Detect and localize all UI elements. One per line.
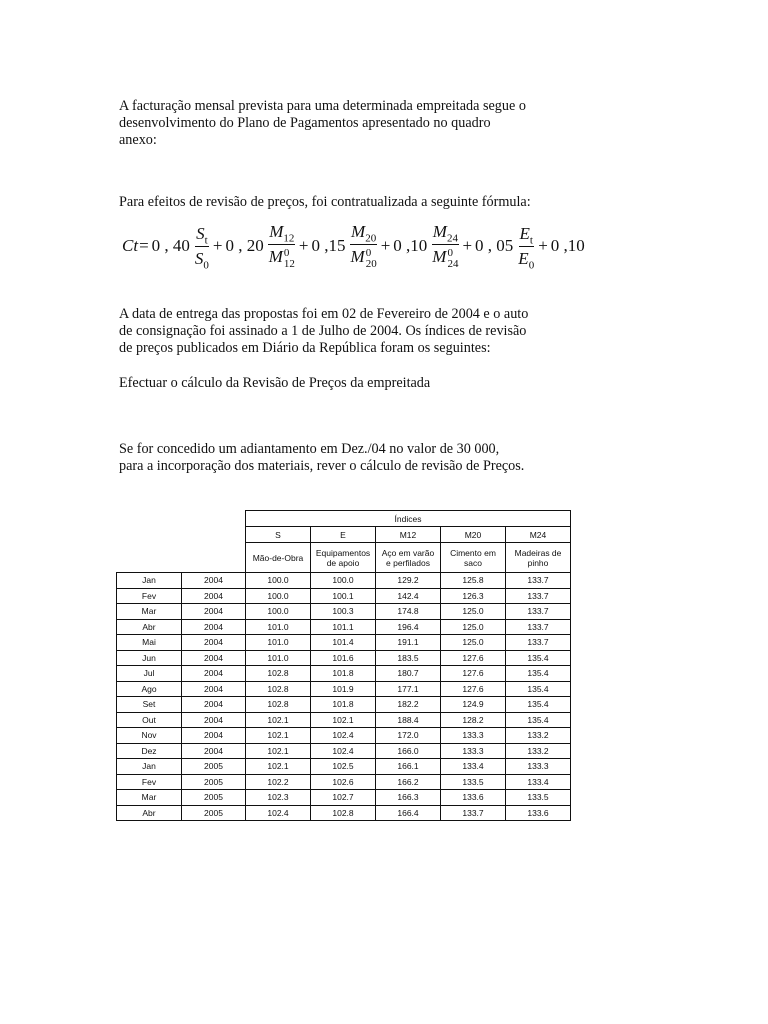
index-s-cell: 102.1 xyxy=(246,743,311,759)
denominator-superscript: 0 xyxy=(447,246,453,259)
formula-plus: + xyxy=(298,236,309,255)
index-m24-cell: 133.7 xyxy=(506,619,571,635)
text-line: anexo: xyxy=(119,132,157,148)
header-line: Equipamentos xyxy=(315,547,371,558)
index-e-cell: 102.8 xyxy=(311,805,376,821)
month-cell: Nov xyxy=(117,728,182,744)
table-row xyxy=(117,681,571,697)
formula-plus: + xyxy=(462,236,473,255)
index-m20-cell: 133.4 xyxy=(441,759,506,775)
index-e-cell: 102.5 xyxy=(311,759,376,775)
index-e-cell: 102.7 xyxy=(311,790,376,806)
year-cell: 2005 xyxy=(182,774,246,790)
year-cell: 2004 xyxy=(182,604,246,620)
index-m20-cell: 125.0 xyxy=(441,635,506,651)
index-s-cell: 102.8 xyxy=(246,697,311,713)
price-index-table xyxy=(116,510,571,821)
index-m12-cell: 142.4 xyxy=(376,588,441,604)
blank-cell xyxy=(182,511,246,527)
fraction-denominator: S xyxy=(194,248,204,268)
table-row xyxy=(117,805,571,821)
index-m20-cell: 126.3 xyxy=(441,588,506,604)
index-s-cell: 101.0 xyxy=(246,619,311,635)
index-description-header xyxy=(376,543,441,573)
denominator-superscript: 0 xyxy=(283,246,290,259)
index-m24-cell: 133.7 xyxy=(506,588,571,604)
formula-constant: 0 ,10 xyxy=(550,236,585,255)
index-m20-cell: 127.6 xyxy=(441,650,506,666)
index-m20-cell: 128.2 xyxy=(441,712,506,728)
numerator-subscript: t xyxy=(529,233,533,246)
month-cell: Jun xyxy=(117,650,182,666)
index-s-cell: 102.3 xyxy=(246,790,311,806)
formula-fraction xyxy=(431,222,459,269)
numerator-subscript: 24 xyxy=(446,232,458,245)
blank-cell xyxy=(182,543,246,573)
month-cell: Mar xyxy=(117,790,182,806)
text-line: desenvolvimento do Plano de Pagamentos apresentado no quadro xyxy=(119,115,491,131)
month-cell: Abr xyxy=(117,805,182,821)
year-cell: 2004 xyxy=(182,743,246,759)
index-m24-cell: 133.7 xyxy=(506,573,571,589)
header-line: Aço em varão xyxy=(381,547,435,558)
year-cell: 2004 xyxy=(182,588,246,604)
table-row xyxy=(117,635,571,651)
formula-coefficient: 0 , 05 xyxy=(475,236,514,255)
index-code-header: M12 xyxy=(376,527,441,543)
fraction-numerator: M xyxy=(351,222,366,242)
denominator-subscript: 0 xyxy=(203,258,209,271)
table-row xyxy=(117,619,571,635)
index-m24-cell: 133.3 xyxy=(506,759,571,775)
year-cell: 2005 xyxy=(182,805,246,821)
denominator-superscript: 0 xyxy=(365,246,372,259)
index-m12-cell: 166.4 xyxy=(376,805,441,821)
index-m20-cell: 125.0 xyxy=(441,604,506,620)
year-cell: 2004 xyxy=(182,650,246,666)
index-m12-cell: 183.5 xyxy=(376,650,441,666)
index-e-cell: 100.0 xyxy=(311,573,376,589)
index-m24-cell: 133.4 xyxy=(506,774,571,790)
numerator-subscript: t xyxy=(204,233,208,246)
fraction-numerator: M xyxy=(269,222,284,242)
index-code-header: S xyxy=(246,527,311,543)
table-row xyxy=(117,588,571,604)
text-line: de consignação foi assinado a 1 de Julho de 2004. Os índices de revisão xyxy=(119,323,527,339)
fraction-numerator: E xyxy=(519,223,530,243)
text-line: Para efeitos de revisão de preços, foi contratualizada a seguinte fórmula: xyxy=(119,194,531,210)
fraction-denominator: M xyxy=(350,247,365,267)
month-cell: Jul xyxy=(117,666,182,682)
index-e-cell: 101.1 xyxy=(311,619,376,635)
formula-intro-paragraph xyxy=(119,194,589,211)
month-cell: Out xyxy=(117,712,182,728)
header-line: e perfilados xyxy=(386,557,430,568)
month-cell: Mai xyxy=(117,635,182,651)
index-s-cell: 102.1 xyxy=(246,728,311,744)
index-m12-cell: 191.1 xyxy=(376,635,441,651)
index-m12-cell: 166.1 xyxy=(376,759,441,775)
index-m24-cell: 133.5 xyxy=(506,790,571,806)
table-row xyxy=(117,573,571,589)
formula-plus: + xyxy=(212,236,223,255)
table-row xyxy=(117,743,571,759)
advance-payment-paragraph xyxy=(119,441,589,475)
index-m12-cell: 166.3 xyxy=(376,790,441,806)
header-line: pinho xyxy=(527,557,549,568)
denominator-subscript: 24 xyxy=(447,257,459,270)
index-description-header xyxy=(506,543,571,573)
index-m12-cell: 129.2 xyxy=(376,573,441,589)
index-m24-cell: 133.6 xyxy=(506,805,571,821)
formula-coefficient: 0 ,15 xyxy=(311,236,346,255)
index-s-cell: 102.1 xyxy=(246,712,311,728)
index-e-cell: 101.6 xyxy=(311,650,376,666)
index-e-cell: 102.4 xyxy=(311,743,376,759)
index-e-cell: 101.9 xyxy=(311,681,376,697)
index-m24-cell: 135.4 xyxy=(506,712,571,728)
year-cell: 2005 xyxy=(182,790,246,806)
header-line: de apoio xyxy=(326,557,360,568)
blank-cell xyxy=(117,543,182,573)
text-line: de preços publicados em Diário da República foram os seguintes: xyxy=(119,340,491,356)
index-m12-cell: 174.8 xyxy=(376,604,441,620)
index-m24-cell: 135.4 xyxy=(506,697,571,713)
blank-cell xyxy=(182,527,246,543)
index-m24-cell: 133.2 xyxy=(506,728,571,744)
index-e-cell: 100.3 xyxy=(311,604,376,620)
month-cell: Ago xyxy=(117,681,182,697)
index-m20-cell: 127.6 xyxy=(441,681,506,697)
index-m20-cell: 133.7 xyxy=(441,805,506,821)
month-cell: Abr xyxy=(117,619,182,635)
index-m12-cell: 177.1 xyxy=(376,681,441,697)
formula-plus: + xyxy=(380,236,391,255)
index-m12-cell: 196.4 xyxy=(376,619,441,635)
index-description-header xyxy=(246,543,311,573)
header-line: Mão-de-Obra xyxy=(252,552,304,563)
formula-fraction xyxy=(350,222,378,269)
table-row xyxy=(117,666,571,682)
formula-equals: = xyxy=(139,236,149,255)
formula-coefficient: 0 , 20 xyxy=(225,236,264,255)
index-s-cell: 101.0 xyxy=(246,650,311,666)
month-cell: Jan xyxy=(117,573,182,589)
formula-fraction xyxy=(517,224,535,269)
index-s-cell: 102.8 xyxy=(246,681,311,697)
header-line: Madeiras de xyxy=(514,547,562,558)
year-cell: 2004 xyxy=(182,697,246,713)
formula-coefficient: 0 , 40 xyxy=(151,236,190,255)
year-cell: 2004 xyxy=(182,728,246,744)
intro-paragraph xyxy=(119,98,589,149)
index-m20-cell: 133.3 xyxy=(441,728,506,744)
index-s-cell: 101.0 xyxy=(246,635,311,651)
header-line: Cimento em xyxy=(450,547,496,558)
index-s-cell: 100.0 xyxy=(246,588,311,604)
fraction-numerator: M xyxy=(432,222,447,242)
index-m24-cell: 133.2 xyxy=(506,743,571,759)
numerator-subscript: 20 xyxy=(365,232,377,245)
year-cell: 2004 xyxy=(182,573,246,589)
fraction-denominator: M xyxy=(268,247,283,267)
index-m20-cell: 133.6 xyxy=(441,790,506,806)
index-e-cell: 101.4 xyxy=(311,635,376,651)
index-m24-cell: 133.7 xyxy=(506,604,571,620)
year-cell: 2004 xyxy=(182,666,246,682)
blank-cell xyxy=(117,511,182,527)
index-description-header xyxy=(441,543,506,573)
index-m12-cell: 172.0 xyxy=(376,728,441,744)
table-row xyxy=(117,774,571,790)
index-s-cell: 100.0 xyxy=(246,573,311,589)
index-m12-cell: 166.0 xyxy=(376,743,441,759)
table-row xyxy=(117,759,571,775)
formula-lhs: Ct xyxy=(122,236,139,255)
index-e-cell: 102.4 xyxy=(311,728,376,744)
index-m20-cell: 133.3 xyxy=(441,743,506,759)
denominator-subscript: 20 xyxy=(365,257,377,270)
month-cell: Fev xyxy=(117,774,182,790)
table-row xyxy=(117,728,571,744)
index-s-cell: 102.8 xyxy=(246,666,311,682)
index-description-header xyxy=(311,543,376,573)
index-s-cell: 102.2 xyxy=(246,774,311,790)
index-m24-cell: 135.4 xyxy=(506,681,571,697)
index-m12-cell: 180.7 xyxy=(376,666,441,682)
index-m20-cell: 125.8 xyxy=(441,573,506,589)
index-s-cell: 102.1 xyxy=(246,759,311,775)
index-m12-cell: 166.2 xyxy=(376,774,441,790)
table-row xyxy=(117,697,571,713)
index-m12-cell: 188.4 xyxy=(376,712,441,728)
formula-fraction xyxy=(268,222,296,269)
index-m12-cell: 182.2 xyxy=(376,697,441,713)
table-row xyxy=(117,604,571,620)
fraction-numerator: S xyxy=(196,223,205,243)
year-cell: 2004 xyxy=(182,635,246,651)
year-cell: 2004 xyxy=(182,681,246,697)
year-cell: 2004 xyxy=(182,619,246,635)
text-line: Se for concedido um adiantamento em Dez./04 no valor de 30 000, xyxy=(119,441,500,457)
text-line: para a incorporação dos materiais, rever o cálculo de revisão de Preços. xyxy=(119,458,525,474)
index-code-header: E xyxy=(311,527,376,543)
table-row xyxy=(117,790,571,806)
index-code-header: M20 xyxy=(441,527,506,543)
index-s-cell: 102.4 xyxy=(246,805,311,821)
index-m20-cell: 124.9 xyxy=(441,697,506,713)
header-line: saco xyxy=(464,557,482,568)
task-paragraph xyxy=(119,375,589,392)
index-m20-cell: 125.0 xyxy=(441,619,506,635)
index-e-cell: 102.6 xyxy=(311,774,376,790)
price-revision-formula xyxy=(122,218,587,274)
table-row xyxy=(117,712,571,728)
text-line: A data de entrega das propostas foi em 02 de Fevereiro de 2004 e o auto xyxy=(119,306,529,322)
index-s-cell: 100.0 xyxy=(246,604,311,620)
table-row xyxy=(117,650,571,666)
denominator-subscript: 0 xyxy=(528,258,535,271)
dates-paragraph xyxy=(119,306,589,357)
fraction-denominator: E xyxy=(518,248,529,268)
index-m24-cell: 135.4 xyxy=(506,666,571,682)
month-cell: Fev xyxy=(117,588,182,604)
index-m24-cell: 133.7 xyxy=(506,635,571,651)
month-cell: Mar xyxy=(117,604,182,620)
index-m20-cell: 127.6 xyxy=(441,666,506,682)
index-e-cell: 101.8 xyxy=(311,666,376,682)
month-cell: Jan xyxy=(117,759,182,775)
blank-cell xyxy=(117,527,182,543)
indices-group-header: Índices xyxy=(246,511,571,527)
formula-fraction xyxy=(194,224,210,269)
formula-plus: + xyxy=(538,236,548,255)
index-m20-cell: 133.5 xyxy=(441,774,506,790)
index-e-cell: 102.1 xyxy=(311,712,376,728)
fraction-denominator: M xyxy=(432,247,447,267)
denominator-subscript: 12 xyxy=(283,257,295,270)
formula-coefficient: 0 ,10 xyxy=(393,236,428,255)
index-e-cell: 101.8 xyxy=(311,697,376,713)
year-cell: 2004 xyxy=(182,712,246,728)
index-e-cell: 100.1 xyxy=(311,588,376,604)
index-m24-cell: 135.4 xyxy=(506,650,571,666)
index-code-header: M24 xyxy=(506,527,571,543)
month-cell: Dez xyxy=(117,743,182,759)
year-cell: 2005 xyxy=(182,759,246,775)
month-cell: Set xyxy=(117,697,182,713)
text-line: Efectuar o cálculo da Revisão de Preços da empreitada xyxy=(119,375,431,391)
text-line: A facturação mensal prevista para uma determinada empreitada segue o xyxy=(119,98,526,114)
numerator-subscript: 12 xyxy=(283,232,295,245)
